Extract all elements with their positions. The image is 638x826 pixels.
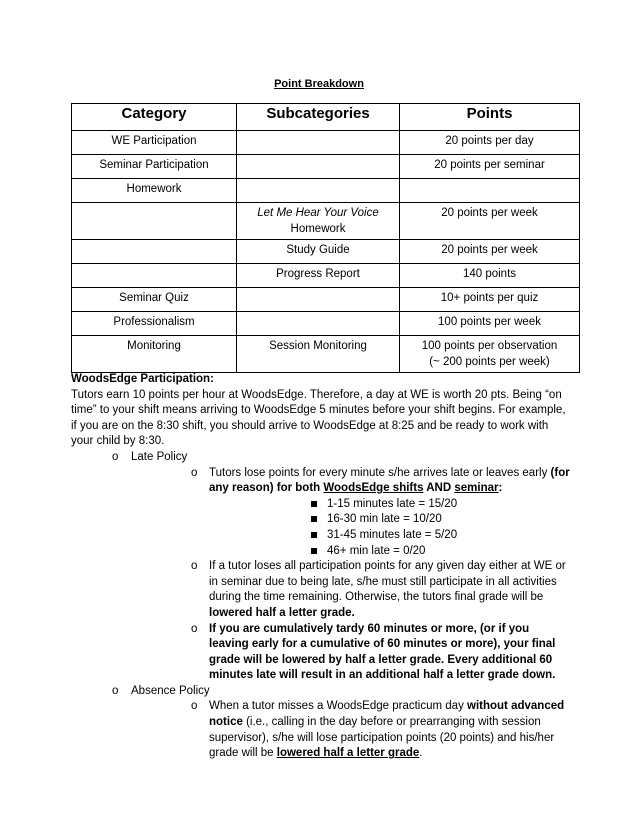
cell-points: 20 points per day [400,131,580,155]
table-row [72,288,580,312]
header-points: Points [400,104,580,131]
cell-sub [237,203,400,240]
bullet-square-icon [311,516,317,522]
late-policy-sublist [131,466,571,684]
cell-sub-italic: Let Me Hear Your Voice [257,207,379,219]
table-row [72,240,580,264]
table-row [72,203,580,240]
header-category: Category [72,104,237,131]
absence-item1-text2: (i.e., calling in the day before or prearranging with session supervisor), s/he will lose participation points (20 points) and his/her grade will be [209,716,555,760]
late-item1-bold-b: AND [423,482,455,495]
bullet-circle-icon: o [191,700,198,713]
list-item [131,466,571,560]
list-item [209,512,571,528]
cell-sub-text: Homework [290,223,346,235]
late-item1-bold-c: : [498,482,503,495]
points-table [71,103,580,373]
absence-item1-bold: without advanced notice [209,700,565,729]
cell-points: 100 points per week [400,312,580,336]
cell-points: 20 points per week [400,240,580,264]
bullet-circle-icon: o [112,684,119,697]
cell-category: WE Participation [72,131,237,155]
bullet-circle-icon: o [112,450,119,463]
absence-policy-sublist [131,699,571,761]
list-item [209,528,571,544]
late-item1-bold-a: (for any reason) for both [209,466,570,495]
cell-category: Seminar Quiz [72,288,237,312]
cell-sub [237,131,400,155]
bullet-square-icon [311,501,317,507]
list-item [209,544,571,560]
table-row [72,264,580,288]
header-subcategories: Subcategories [237,104,400,131]
cell-category: Professionalism [72,312,237,336]
section-intro: Tutors earn 10 points per hour at WoodsEdge. Therefore, a day at WE is worth 20 pts. Being “on time” to your shift means arriving to WoodsEdge 5 minutes before your shift begins. For example, if you are on the 8:30 shift, you should arrive to WoodsEdge at 8:25 and be ready to work with your child by 8:30. [71,388,566,448]
table-row [72,131,580,155]
cell-sub [237,155,400,179]
cell-sub: Session Monitoring [237,336,400,373]
late-item1-underline-1: WoodsEdge shifts [323,482,424,495]
cell-points-line2: (~ 200 points per week) [429,356,550,368]
cell-sub [237,288,400,312]
cell-sub: Study Guide [237,240,400,264]
absence-item1-text: When a tutor misses a WoodsEdge practicum day [209,700,468,713]
cell-sub [237,312,400,336]
bullet-square-icon [311,548,317,554]
table-row [72,312,580,336]
list-item [209,497,571,513]
absence-item1-end: . [419,747,423,760]
absence-policy-title: Absence Policy [131,684,210,697]
scale-item: 16-30 min late = 10/20 [327,513,442,526]
cell-points: 20 points per seminar [400,155,580,179]
cell-category [72,240,237,264]
page-title: Point Breakdown [274,78,364,90]
table-row [72,155,580,179]
table-row [72,179,580,203]
cell-category [72,203,237,240]
list-item [131,699,571,761]
cell-points [400,179,580,203]
late-item1-underline-2: seminar [454,482,499,495]
late-item2-bold: lowered half a letter grade. [209,606,355,619]
table-row [72,336,580,373]
late-item3-bold: If you are cumulatively tardy 60 minutes or more, (or if you leaving early for a cumulative of 60 minutes or more), your final grade will be lowered by half a letter grade. Every additional 60 minutes late will result in an additional half a letter grade down. [209,622,556,682]
cell-category: Homework [72,179,237,203]
cell-category: Seminar Participation [72,155,237,179]
absence-item1-bold-underline [276,747,423,760]
cell-sub: Progress Report [237,264,400,288]
scale-item: 31-45 minutes late = 5/20 [327,528,458,541]
policy-list [71,450,571,762]
late-item2-text: If a tutor loses all participation points for any given day either at WE or in seminar due to being late, s/he must still participate in all activities during the time remaining. Otherwise, the tutors final grade will be [209,560,566,604]
cell-category [72,264,237,288]
list-item-late-policy [71,450,571,684]
list-item [131,622,571,684]
table-header-row [72,104,580,131]
cell-points: 140 points [400,264,580,288]
late-policy-title: Late Policy [131,450,188,463]
cell-sub [237,179,400,203]
scale-item: 1-15 minutes late = 15/20 [327,497,458,510]
bullet-circle-icon: o [191,466,198,479]
list-item-absence-policy [71,684,571,762]
cell-points: 20 points per week [400,203,580,240]
scale-item: 46+ min late = 0/20 [327,544,426,557]
bullet-square-icon [311,532,317,538]
list-item [131,559,571,621]
late-scale-list [209,497,571,559]
cell-category: Monitoring [72,336,237,373]
cell-points: 10+ points per quiz [400,288,580,312]
bullet-circle-icon: o [191,622,198,635]
cell-points-line1: 100 points per observation [421,340,558,352]
late-item1-text: Tutors lose points for every minute s/he arrives late or leaves early [209,466,551,479]
absence-item1-underline: lowered half a letter grade [276,747,420,760]
bullet-circle-icon: o [191,560,198,573]
section-heading: WoodsEdge Participation: [71,373,214,385]
cell-points [400,336,580,373]
policy-section [71,372,571,762]
